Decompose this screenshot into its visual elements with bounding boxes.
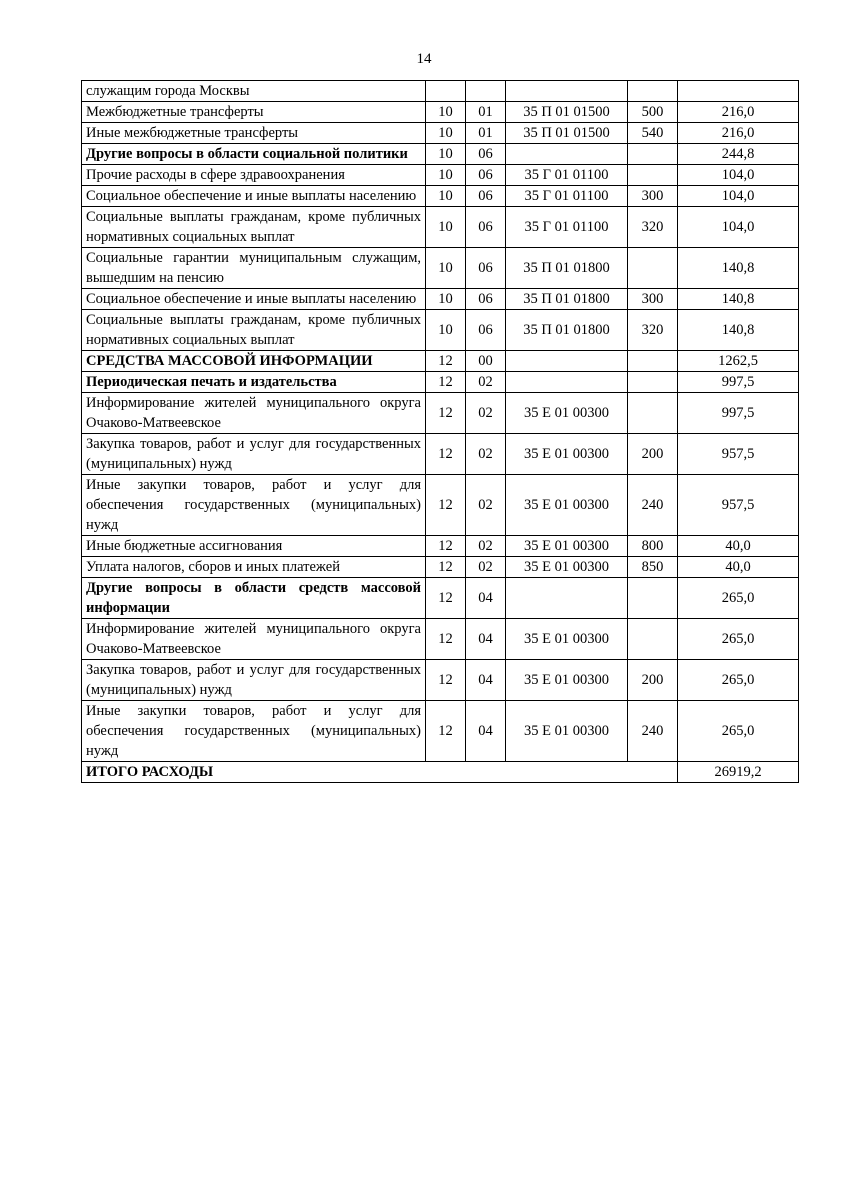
row-section-code: 10 (426, 207, 466, 248)
row-subsection-code: 06 (466, 248, 506, 289)
row-subsection-code: 00 (466, 351, 506, 372)
row-name: Иные межбюджетные трансферты (82, 123, 426, 144)
table-row (82, 393, 799, 434)
table-row (82, 372, 799, 393)
row-subsection-code: 02 (466, 557, 506, 578)
row-amount: 957,5 (678, 434, 799, 475)
row-section-code: 12 (426, 372, 466, 393)
total-label: ИТОГО РАСХОДЫ (82, 762, 678, 783)
row-subsection-code: 02 (466, 393, 506, 434)
row-expense-type-code: 540 (628, 123, 678, 144)
row-article-code: 35 П 01 01500 (506, 123, 628, 144)
row-amount: 140,8 (678, 310, 799, 351)
table-row (82, 434, 799, 475)
row-subsection-code: 06 (466, 289, 506, 310)
row-amount: 104,0 (678, 186, 799, 207)
row-article-code: 35 П 01 01800 (506, 289, 628, 310)
row-amount: 1262,5 (678, 351, 799, 372)
row-article-code: 35 Е 01 00300 (506, 660, 628, 701)
row-expense-type-code: 200 (628, 660, 678, 701)
row-expense-type-code: 320 (628, 310, 678, 351)
row-article-code: 35 Е 01 00300 (506, 619, 628, 660)
row-expense-type-code (628, 81, 678, 102)
row-section-code: 12 (426, 536, 466, 557)
row-amount: 216,0 (678, 102, 799, 123)
row-name: Прочие расходы в сфере здравоохранения (82, 165, 426, 186)
row-name: Информирование жителей муниципального округа Очаково-Матвеевское (82, 393, 426, 434)
table-row (82, 289, 799, 310)
table-row (82, 310, 799, 351)
row-section-code: 10 (426, 165, 466, 186)
row-amount: 216,0 (678, 123, 799, 144)
row-subsection-code: 06 (466, 310, 506, 351)
row-subsection-code: 01 (466, 102, 506, 123)
table-row (82, 165, 799, 186)
row-expense-type-code: 800 (628, 536, 678, 557)
row-amount: 104,0 (678, 165, 799, 186)
row-name: Уплата налогов, сборов и иных платежей (82, 557, 426, 578)
row-article-code (506, 144, 628, 165)
row-section-code: 12 (426, 351, 466, 372)
row-article-code: 35 Г 01 01100 (506, 186, 628, 207)
row-subsection-code: 06 (466, 165, 506, 186)
row-name: Социальные выплаты гражданам, кроме публичных нормативных социальных выплат (82, 207, 426, 248)
row-name: Социальные выплаты гражданам, кроме публичных нормативных социальных выплат (82, 310, 426, 351)
row-subsection-code: 02 (466, 372, 506, 393)
row-name: служащим города Москвы (82, 81, 426, 102)
row-section-code: 10 (426, 102, 466, 123)
table-row (82, 81, 799, 102)
row-section-code: 12 (426, 619, 466, 660)
row-amount: 140,8 (678, 289, 799, 310)
row-name: Межбюджетные трансферты (82, 102, 426, 123)
row-expense-type-code (628, 619, 678, 660)
table-row (82, 578, 799, 619)
row-section-code: 12 (426, 660, 466, 701)
row-subsection-code: 04 (466, 578, 506, 619)
row-section-code: 10 (426, 144, 466, 165)
row-expense-type-code: 240 (628, 475, 678, 536)
row-section-code: 12 (426, 701, 466, 762)
table-row (82, 144, 799, 165)
row-expense-type-code (628, 578, 678, 619)
row-name: Закупка товаров, работ и услуг для государственных (муниципальных) нужд (82, 434, 426, 475)
page-number: 14 (416, 51, 432, 67)
row-expense-type-code (628, 248, 678, 289)
row-amount: 140,8 (678, 248, 799, 289)
row-subsection-code: 02 (466, 536, 506, 557)
row-amount: 40,0 (678, 536, 799, 557)
row-amount: 265,0 (678, 619, 799, 660)
table-row (82, 475, 799, 536)
row-amount: 104,0 (678, 207, 799, 248)
row-amount: 40,0 (678, 557, 799, 578)
row-article-code (506, 372, 628, 393)
row-article-code (506, 81, 628, 102)
row-expense-type-code: 320 (628, 207, 678, 248)
row-article-code: 35 Е 01 00300 (506, 536, 628, 557)
row-section-code: 10 (426, 289, 466, 310)
row-section-code: 12 (426, 393, 466, 434)
row-amount: 244,8 (678, 144, 799, 165)
row-section-code: 12 (426, 434, 466, 475)
row-expense-type-code (628, 165, 678, 186)
row-section-code: 12 (426, 578, 466, 619)
row-section-code: 10 (426, 310, 466, 351)
row-section-code: 10 (426, 186, 466, 207)
expense-table (81, 80, 799, 783)
row-section-code (426, 81, 466, 102)
table-row (82, 102, 799, 123)
row-section-code: 12 (426, 557, 466, 578)
row-article-code: 35 П 01 01500 (506, 102, 628, 123)
table-row (82, 248, 799, 289)
row-article-code: 35 Г 01 01100 (506, 207, 628, 248)
row-name: Другие вопросы в области средств массовой информации (82, 578, 426, 619)
table-row (82, 660, 799, 701)
row-name: Другие вопросы в области социальной политики (82, 144, 426, 165)
row-expense-type-code (628, 372, 678, 393)
row-article-code: 35 Е 01 00300 (506, 701, 628, 762)
row-article-code (506, 578, 628, 619)
total-row (82, 762, 799, 783)
row-amount: 997,5 (678, 393, 799, 434)
row-subsection-code: 04 (466, 660, 506, 701)
table-row (82, 557, 799, 578)
table-row (82, 207, 799, 248)
row-name: Периодическая печать и издательства (82, 372, 426, 393)
expense-table-body (82, 81, 799, 762)
row-subsection-code: 02 (466, 434, 506, 475)
row-name: Социальное обеспечение и иные выплаты населению (82, 289, 426, 310)
row-section-code: 10 (426, 248, 466, 289)
row-article-code: 35 Е 01 00300 (506, 393, 628, 434)
row-expense-type-code: 240 (628, 701, 678, 762)
row-article-code: 35 П 01 01800 (506, 310, 628, 351)
row-name: Иные закупки товаров, работ и услуг для обеспечения государственных (муниципальных) нужд (82, 475, 426, 536)
row-name: Иные закупки товаров, работ и услуг для обеспечения государственных (муниципальных) нужд (82, 701, 426, 762)
row-subsection-code (466, 81, 506, 102)
row-amount (678, 81, 799, 102)
row-expense-type-code (628, 144, 678, 165)
row-article-code: 35 Е 01 00300 (506, 434, 628, 475)
row-subsection-code: 04 (466, 619, 506, 660)
row-article-code: 35 Г 01 01100 (506, 165, 628, 186)
row-amount: 265,0 (678, 578, 799, 619)
row-article-code: 35 Е 01 00300 (506, 475, 628, 536)
row-amount: 997,5 (678, 372, 799, 393)
table-row (82, 351, 799, 372)
row-subsection-code: 02 (466, 475, 506, 536)
row-amount: 265,0 (678, 660, 799, 701)
row-expense-type-code: 850 (628, 557, 678, 578)
row-subsection-code: 06 (466, 186, 506, 207)
row-expense-type-code (628, 393, 678, 434)
row-expense-type-code: 300 (628, 186, 678, 207)
row-name: Социальные гарантии муниципальным служащим, вышедшим на пенсию (82, 248, 426, 289)
row-section-code: 10 (426, 123, 466, 144)
row-expense-type-code: 500 (628, 102, 678, 123)
row-subsection-code: 04 (466, 701, 506, 762)
table-row (82, 186, 799, 207)
table-row (82, 701, 799, 762)
row-article-code: 35 Е 01 00300 (506, 557, 628, 578)
table-row (82, 123, 799, 144)
row-subsection-code: 06 (466, 144, 506, 165)
table-row (82, 536, 799, 557)
row-name: Социальное обеспечение и иные выплаты населению (82, 186, 426, 207)
row-name: Иные бюджетные ассигнования (82, 536, 426, 557)
row-article-code: 35 П 01 01800 (506, 248, 628, 289)
row-name: Информирование жителей муниципального округа Очаково-Матвеевское (82, 619, 426, 660)
row-expense-type-code: 300 (628, 289, 678, 310)
row-expense-type-code (628, 351, 678, 372)
row-section-code: 12 (426, 475, 466, 536)
total-amount: 26919,2 (678, 762, 799, 783)
row-subsection-code: 06 (466, 207, 506, 248)
row-amount: 265,0 (678, 701, 799, 762)
row-article-code (506, 351, 628, 372)
row-expense-type-code: 200 (628, 434, 678, 475)
row-amount: 957,5 (678, 475, 799, 536)
table-row (82, 619, 799, 660)
row-subsection-code: 01 (466, 123, 506, 144)
row-name: Закупка товаров, работ и услуг для государственных (муниципальных) нужд (82, 660, 426, 701)
row-name: СРЕДСТВА МАССОВОЙ ИНФОРМАЦИИ (82, 351, 426, 372)
